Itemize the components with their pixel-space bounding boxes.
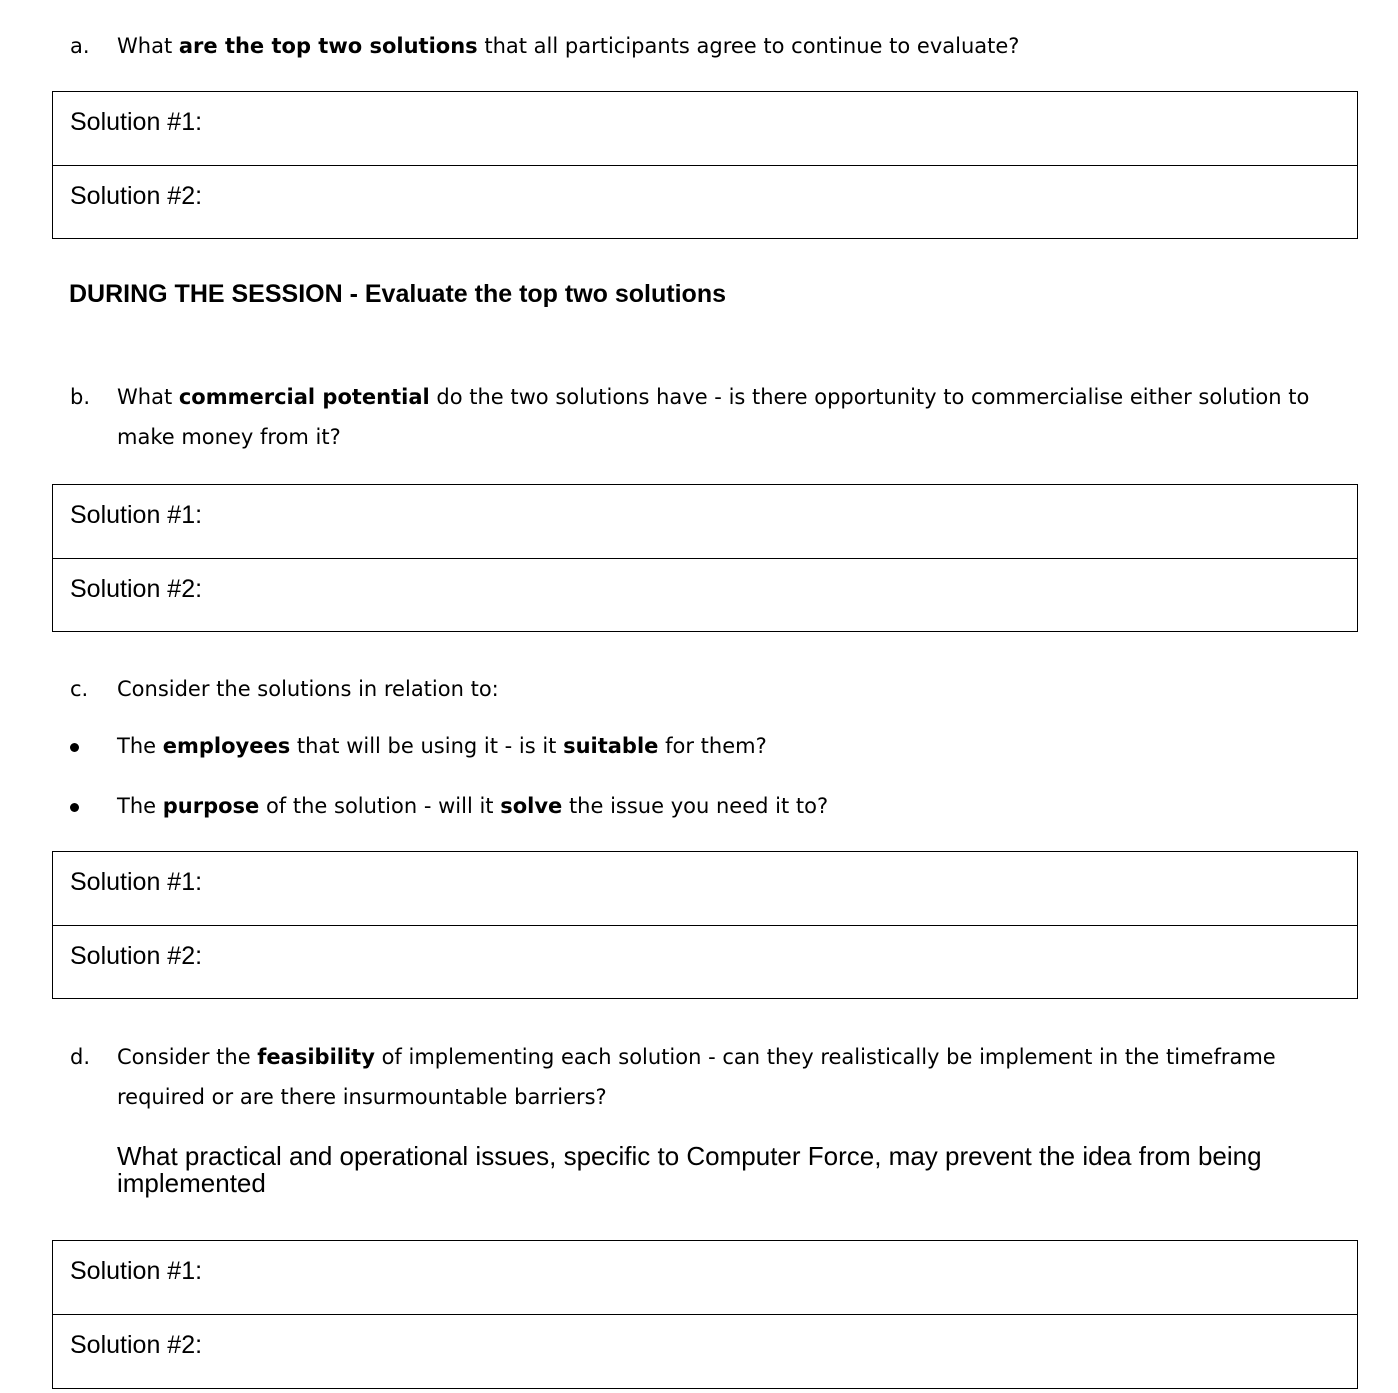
answer-table-a: [52, 91, 1358, 239]
question-b-label: b.: [70, 385, 91, 409]
solution-1-field[interactable]: Solution #1:: [70, 108, 203, 136]
question-d-subtext: What practical and operational issues, specific to Computer Force, may prevent the idea from being implemented: [117, 1141, 1262, 1198]
solution-2-field[interactable]: Solution #2:: [53, 1314, 1357, 1388]
solution-2-field[interactable]: Solution #2:: [53, 165, 1357, 238]
answer-table-d: [52, 1240, 1358, 1389]
bullet-icon: [70, 743, 79, 752]
question-d-text: Consider the feasibility of implementing each solution - can they realistically be implement in the timeframe required or are there insurmountable barriers?: [117, 1045, 1276, 1109]
question-c: [70, 669, 1358, 709]
question-c-text: Consider the solutions in relation to:: [117, 677, 499, 701]
question-b: [70, 377, 1358, 457]
bullet-icon: [70, 803, 79, 812]
question-d-label: d.: [70, 1045, 91, 1069]
answer-table-b: [52, 484, 1358, 632]
solution-2-field[interactable]: Solution #2:: [53, 925, 1357, 998]
solution-1-field[interactable]: Solution #1:: [70, 868, 203, 896]
solution-1-field[interactable]: Solution #1:: [70, 501, 203, 529]
question-a-label: a.: [70, 34, 90, 58]
bullet-employees: The employees that will be using it - is it suitable for them?: [70, 731, 767, 761]
question-a-text: What are the top two solutions that all participants agree to continue to evaluate?: [117, 34, 1020, 58]
question-b-text: What commercial potential do the two solutions have - is there opportunity to commercialise either solution to make money from it?: [117, 385, 1310, 449]
question-c-label: c.: [70, 677, 89, 701]
answer-table-c: [52, 851, 1358, 999]
question-d: [70, 1037, 1358, 1117]
solution-1-field[interactable]: Solution #1:: [70, 1257, 203, 1285]
bullet-purpose: The purpose of the solution - will it solve the issue you need it to?: [70, 791, 828, 821]
solution-2-field[interactable]: Solution #2:: [53, 558, 1357, 631]
question-a: [70, 26, 1358, 66]
section-heading: DURING THE SESSION - Evaluate the top two solutions: [69, 280, 726, 308]
